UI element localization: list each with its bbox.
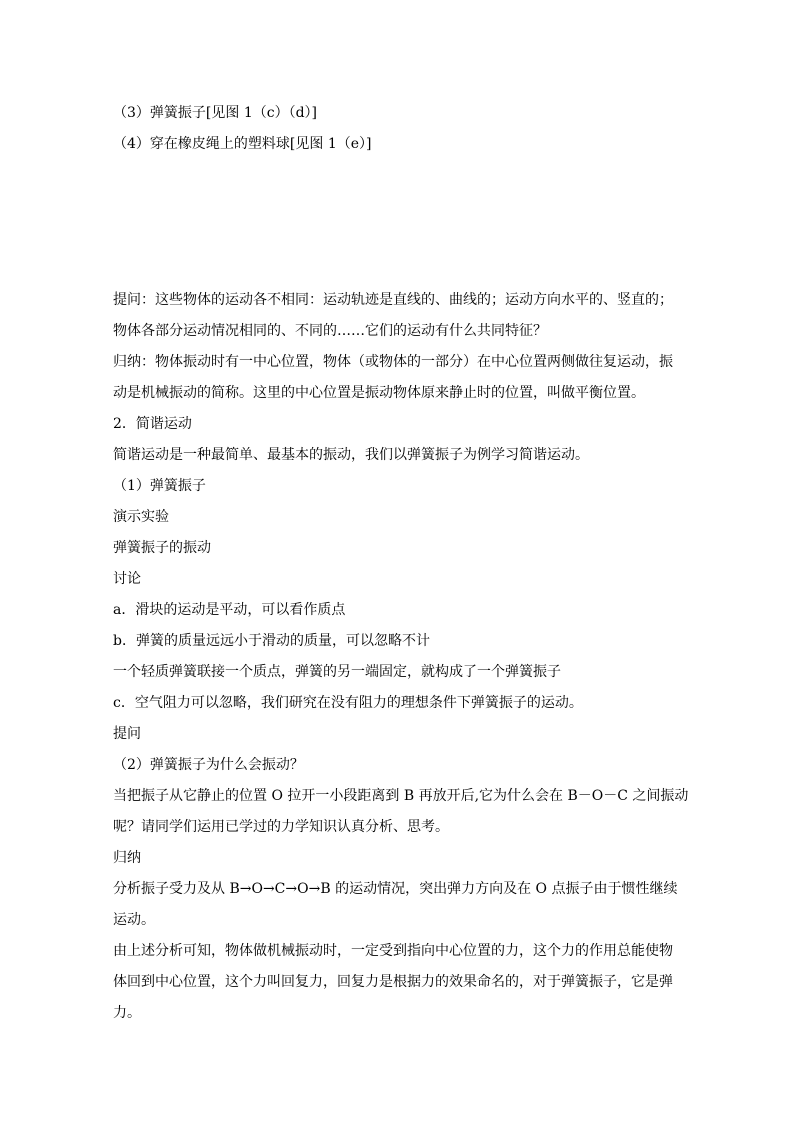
label-question: 提问 bbox=[113, 726, 141, 742]
subheading-spring-oscillator: （1）弹簧振子 bbox=[113, 478, 206, 494]
why-vibrate-line-1: 当把振子从它静止的位置 O 拉开一小段距离到 B 再放开后,它为什么会在 B－O－C 之间振动 bbox=[113, 788, 689, 804]
discussion-item-a: a．滑块的运动是平动，可以看作质点 bbox=[113, 602, 346, 618]
item-4-plastic-ball: （4）穿在橡皮绳上的塑料球[见图 1（e）] bbox=[113, 136, 372, 152]
subheading-why-vibrate: （2）弹簧振子为什么会振动？ bbox=[113, 757, 304, 773]
spring-oscillator-definition: 一个轻质弹簧联接一个质点，弹簧的另一端固定，就构成了一个弹簧振子 bbox=[113, 664, 561, 680]
restoring-force-line-2: 体回到中心位置，这个力叫回复力，回复力是根据力的效果命名的，对于弹簧振子，它是弹 bbox=[113, 974, 673, 990]
shm-intro: 简谐运动是一种最简单、最基本的振动，我们以弹簧振子为例学习简谐运动。 bbox=[113, 447, 589, 463]
section-heading-shm: 2．简谐运动 bbox=[113, 416, 192, 432]
summary-line-2: 动是机械振动的简称。这里的中心位置是振动物体原来静止时的位置，叫做平衡位置。 bbox=[113, 385, 645, 401]
label-demo-experiment: 演示实验 bbox=[113, 509, 169, 525]
discussion-item-c: c．空气阻力可以忽略，我们研究在没有阻力的理想条件下弹簧振子的运动。 bbox=[113, 695, 583, 711]
restoring-force-line-1: 由上述分析可知，物体做机械振动时，一定受到指向中心位置的力，这个力的作用总能使物 bbox=[113, 943, 673, 959]
summary-line-1: 归纳：物体振动时有一中心位置，物体（或物体的一部分）在中心位置两侧做往复运动，振 bbox=[113, 354, 673, 370]
restoring-force-line-3: 力。 bbox=[113, 1005, 141, 1021]
analysis-line-1: 分析振子受力及从 B→O→C→O→B 的运动情况，突出弹力方向及在 O 点振子由于惯性继续 bbox=[113, 881, 678, 897]
discussion-item-b: b．弹簧的质量远远小于滑动的质量，可以忽略不计 bbox=[113, 633, 430, 649]
demo-title: 弹簧振子的振动 bbox=[113, 540, 211, 556]
question-line-2: 物体各部分运动情况相同的、不同的……它们的运动有什么共同特征？ bbox=[113, 323, 547, 339]
label-discussion: 讨论 bbox=[113, 571, 141, 587]
why-vibrate-line-2: 呢？请同学们运用已学过的力学知识认真分析、思考。 bbox=[113, 819, 449, 835]
question-line-1: 提问：这些物体的运动各不相同：运动轨迹是直线的、曲线的；运动方向水平的、竖直的； bbox=[113, 292, 673, 308]
analysis-line-2: 运动。 bbox=[113, 912, 155, 928]
item-3-spring-oscillator: （3）弹簧振子[见图 1（c）（d）] bbox=[113, 105, 317, 121]
label-summary: 归纳 bbox=[113, 850, 141, 866]
